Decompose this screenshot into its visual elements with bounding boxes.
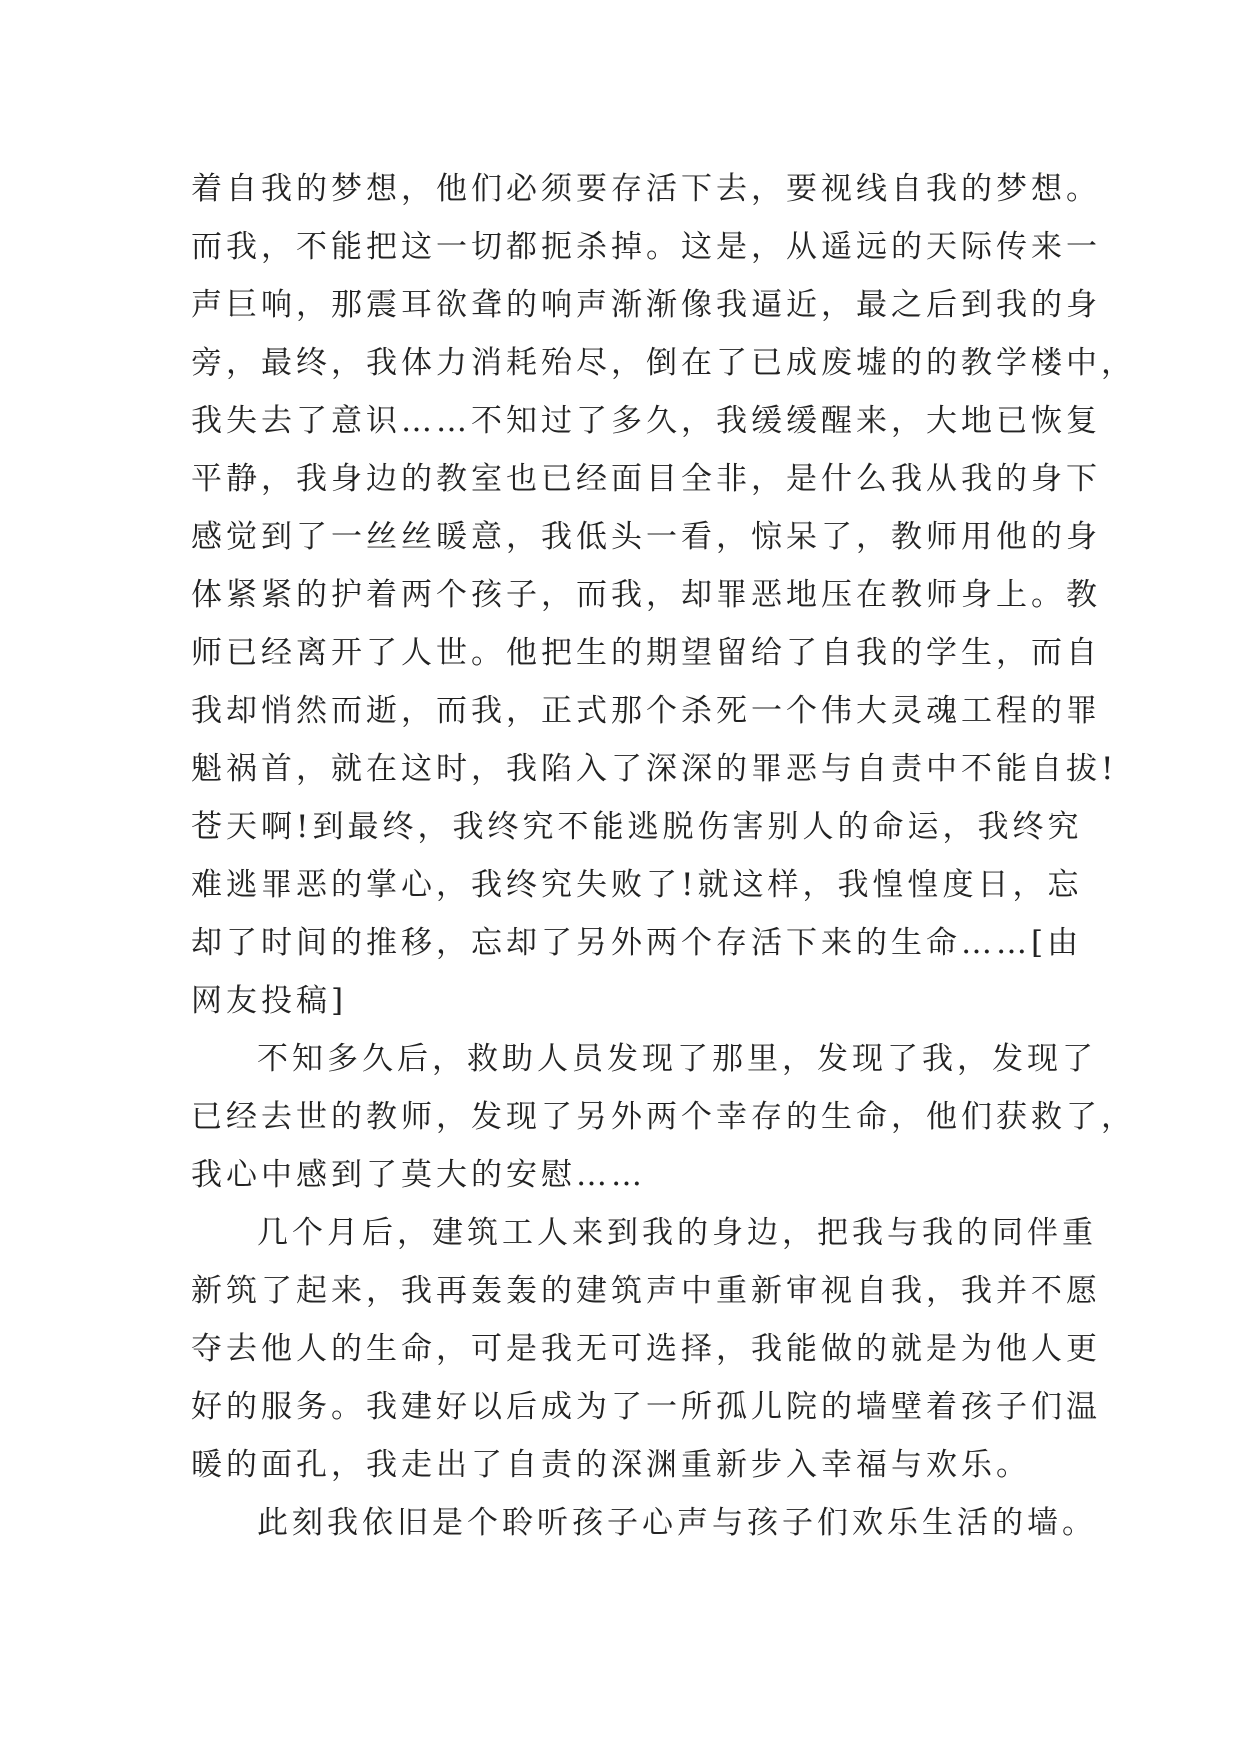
text-line: 网友投稿]: [191, 983, 348, 1019]
text-line: 新筑了起来，我再轰轰的建筑声中重新审视自我，我并不愿: [191, 1273, 1101, 1309]
text-line: 我失去了意识……不知过了多久，我缓缓醒来，大地已恢复: [191, 403, 1101, 439]
text-line: 暖的面孔，我走出了自责的深渊重新步入幸福与欢乐。: [191, 1447, 1031, 1483]
paragraph-first-line: 几个月后，建筑工人来到我的身边，把我与我的同伴重: [257, 1215, 1097, 1251]
text-line: 好的服务。我建好以后成为了一所孤儿院的墙壁着孩子们温: [191, 1389, 1101, 1425]
text-line: 声巨响，那震耳欲聋的响声渐渐像我逼近，最之后到我的身: [191, 287, 1101, 323]
text-line: 感觉到了一丝丝暖意，我低头一看，惊呆了，教师用他的身: [191, 519, 1101, 555]
text-line: 师已经离开了人世。他把生的期望留给了自我的学生，而自: [191, 635, 1101, 671]
text-line: 我心中感到了莫大的安慰……: [191, 1157, 646, 1193]
text-line: 我却悄然而逝，而我，正式那个杀死一个伟大灵魂工程的罪: [191, 693, 1101, 729]
text-line: 而我，不能把这一切都扼杀掉。这是，从遥远的天际传来一: [191, 229, 1101, 265]
body-text: [191, 160, 1136, 1552]
text-line: 体紧紧的护着两个孩子，而我，却罪恶地压在教师身上。教: [191, 577, 1101, 613]
text-line: 苍天啊!到最终，我终究不能逃脱伤害别人的命运，我终究: [191, 809, 1083, 845]
text-line: 夺去他人的生命，可是我无可选择，我能做的就是为他人更: [191, 1331, 1101, 1367]
text-line: 着自我的梦想，他们必须要存活下去，要视线自我的梦想。: [191, 171, 1101, 207]
text-line: 已经去世的教师，发现了另外两个幸存的生命，他们获救了，: [191, 1099, 1136, 1135]
text-line: 却了时间的推移，忘却了另外两个存活下来的生命……[由: [191, 925, 1083, 961]
paragraph-first-line: 不知多久后，救助人员发现了那里，发现了我，发现了: [257, 1041, 1097, 1077]
text-line: 魁祸首，就在这时，我陷入了深深的罪恶与自责中不能自拔!: [191, 751, 1118, 787]
text-line: 旁，最终，我体力消耗殆尽，倒在了已成废墟的的教学楼中，: [191, 345, 1136, 381]
text-line: 难逃罪恶的掌心，我终究失败了!就这样，我惶惶度日，忘: [191, 867, 1083, 903]
paragraph-first-line: 此刻我依旧是个聆听孩子心声与孩子们欢乐生活的墙。: [257, 1505, 1097, 1541]
text-line: 平静，我身边的教室也已经面目全非，是什么我从我的身下: [191, 461, 1101, 497]
